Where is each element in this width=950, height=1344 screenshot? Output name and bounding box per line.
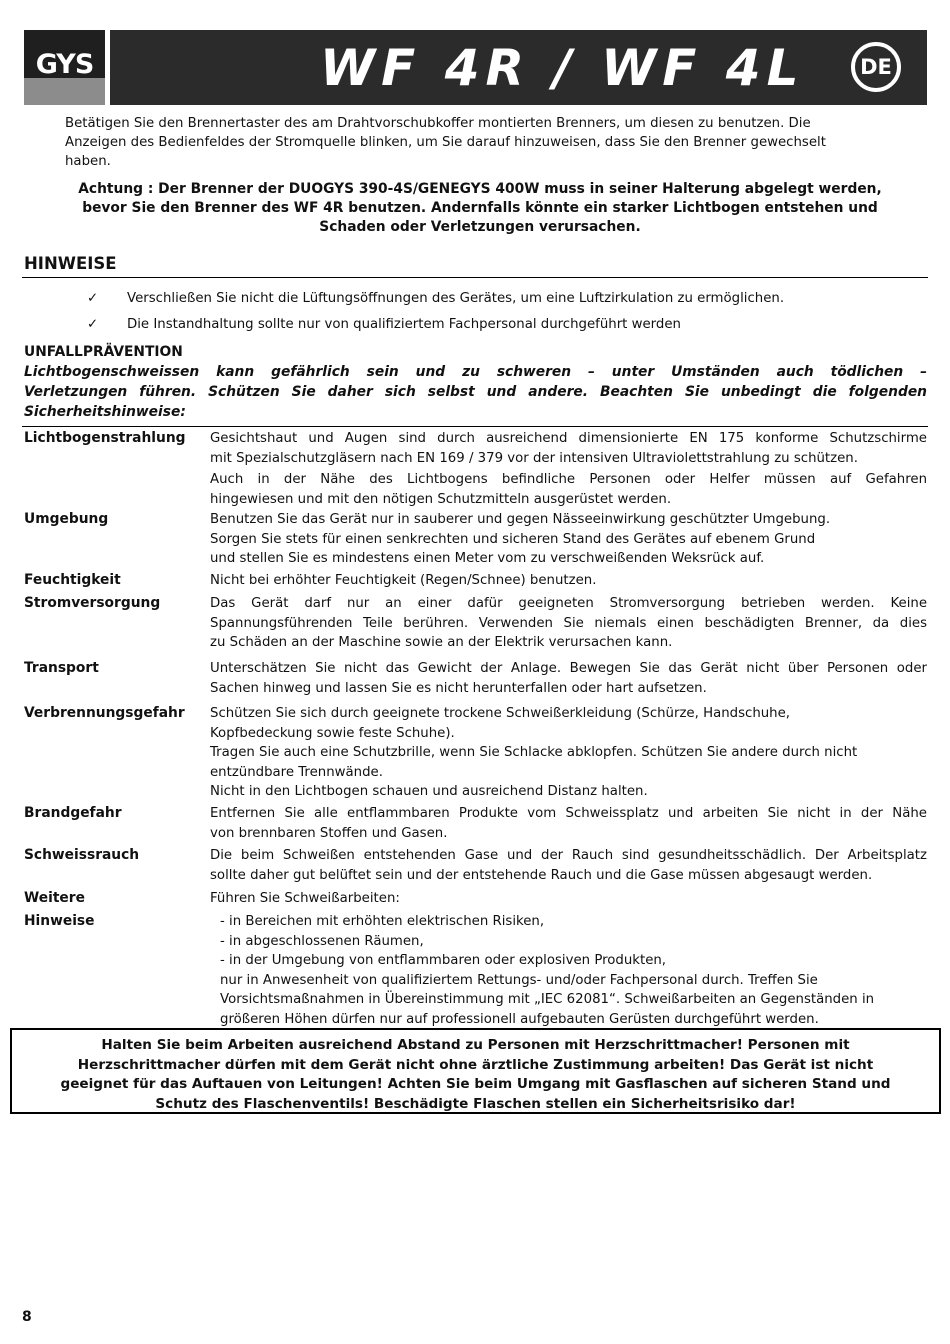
- intro-line: Betätigen Sie den Brennertaster des am Drahtvorschubkoffer montierten Brenners, um diesen zu benutzen. Die: [65, 116, 811, 131]
- section-heading-hinweise: HINWEISE: [24, 254, 117, 273]
- text-line: Auch in der Nähe des Lichtbogens befindliche Personen oder Helfer müssen auf Gefahren: [210, 472, 927, 487]
- row-label-stromversorgung: Stromversorgung: [24, 595, 161, 611]
- text-line: Sorgen Sie stets für einen senkrechten und sicheren Stand des Gerätes auf ebenem Grund: [210, 531, 816, 547]
- text-line: - in Bereichen mit erhöhten elektrischen Risiken,: [220, 914, 545, 929]
- text-line: Entfernen Sie alle entflammbaren Produkte vom Schweissplatz und arbeiten Sie nicht in der Nähe: [210, 806, 927, 821]
- warning-paragraph: [40, 180, 920, 237]
- warning-line: Halten Sie beim Arbeiten ausreichend Abstand zu Personen mit Herzschrittmacher! Personen mit: [101, 1037, 850, 1053]
- text-line: Sachen hinweg und lassen Sie es nicht herunterfallen oder hart aufsetzen.: [210, 680, 707, 696]
- text-line: Das Gerät darf nur an einer dafür geeigneten Stromversorgung betrieben werden. Keine: [210, 596, 927, 611]
- logo-gray-band: [24, 78, 105, 105]
- text-line: Nicht in den Lichtbogen schauen und ausreichend Distanz halten.: [210, 784, 648, 799]
- list-item-text: Die Instandhaltung sollte nur von qualifiziertem Fachpersonal durchgeführt werden: [127, 317, 681, 332]
- checkmark-icon: ✓: [87, 317, 99, 332]
- text-line: zu Schäden an der Maschine sowie an der Elektrik verursachen kann.: [210, 635, 673, 650]
- row-label-weitere: Weitere: [24, 890, 85, 906]
- divider: [22, 277, 928, 278]
- text-line: Kopfbedeckung sowie feste Schuhe).: [210, 725, 455, 741]
- row-text-weitere-list: [220, 912, 920, 1029]
- text-line: sollte daher gut belüftet sein und der entstehende Rauch und die Gase müssen abgesaugt werden.: [210, 867, 873, 883]
- list-item-text: Verschließen Sie nicht die Lüftungsöffnungen des Gerätes, um eine Luftzirkulation zu ermöglichen.: [127, 291, 785, 306]
- list-item: [0, 289, 950, 308]
- row-label-hinweise: Hinweise: [24, 913, 95, 929]
- text-line: und stellen Sie es mindestens einen Meter vom zu verschweißenden Weksrück auf.: [210, 551, 765, 566]
- row-label-verbrennungsgefahr: Verbrennungsgefahr: [24, 705, 185, 721]
- intro-line: Lichtbogenschweissen kann gefährlich sein und zu schweren – unter Umständen auch tödlichen –: [24, 364, 927, 380]
- text-line: Gesichtshaut und Augen sind durch ausreichend dimensionierte EN 175 konforme Schutzschirme: [210, 431, 927, 446]
- text-line: entzündbare Trennwände.: [210, 764, 383, 780]
- warning-box-text: [12, 1036, 939, 1114]
- text-line: Benutzen Sie das Gerät nur in sauberer und gegen Nässeeinwirkung geschützter Umgebung.: [210, 512, 831, 527]
- row-text-brandgefahr: [210, 804, 927, 843]
- text-line: Die beim Schweißen entstehenden Gase und der Rauch sind gesundheitsschädlich. Der Arbeitsplatz: [210, 848, 927, 863]
- checkmark-icon: ✓: [87, 291, 99, 306]
- logo-text: GYS: [35, 49, 94, 80]
- row-text-verbrennungsgefahr: [210, 704, 927, 802]
- intro-line: Anzeigen des Bedienfeldes der Stromquelle blinken, um Sie darauf hinzuweisen, dass Sie den Brenner gewechselt: [65, 135, 826, 150]
- text-line: Nicht bei erhöhter Feuchtigkeit (Regen/Schnee) benutzen.: [210, 573, 597, 588]
- text-line: - in abgeschlossenen Räumen,: [220, 933, 424, 949]
- text-line: mit Spezialschutzgläsern nach EN 169 / 379 vor der intensiven Ultraviolettstrahlung zu schützen.: [210, 450, 858, 466]
- row-label-transport: Transport: [24, 660, 99, 676]
- text-line: - in der Umgebung von entflammbaren oder explosiven Produkten,: [220, 953, 667, 968]
- text-line: hingewiesen und mit den nötigen Schutzmitteln ausgerüstet werden.: [210, 491, 672, 507]
- text-line: Schützen Sie sich durch geeignete trockene Schweißerkleidung (Schürze, Handschuhe,: [210, 706, 791, 721]
- row-text-transport: [210, 659, 927, 698]
- row-text-lichtbogenstrahlung: [210, 429, 927, 509]
- intro-line: haben.: [65, 154, 111, 169]
- row-text-stromversorgung: [210, 594, 927, 653]
- pacemaker-warning-box: [10, 1028, 941, 1114]
- divider: [22, 426, 928, 427]
- row-label-feuchtigkeit: Feuchtigkeit: [24, 572, 121, 588]
- text-line: von brennbaren Stoffen und Gasen.: [210, 825, 448, 841]
- document-title: WF 4R / WF 4L: [320, 39, 805, 97]
- text-line: Unterschätzen Sie nicht das Gewicht der Anlage. Bewegen Sie das Gerät nicht über Personen oder: [210, 661, 927, 676]
- row-label-lichtbogenstrahlung: Lichtbogenstrahlung: [24, 430, 186, 446]
- page-number: 8: [22, 1309, 32, 1325]
- intro-line: Verletzungen führen. Schützen Sie daher sich selbst und andere. Beachten Sie unbedingt die folgenden: [24, 384, 927, 400]
- row-label-umgebung: Umgebung: [24, 511, 109, 527]
- list-item: [0, 315, 950, 334]
- row-text-schweissrauch: [210, 846, 927, 885]
- brand-logo: [24, 30, 105, 105]
- title-bar: [110, 30, 927, 105]
- row-text-umgebung: [210, 510, 927, 569]
- warning-line: bevor Sie den Brenner des WF 4R benutzen. Andernfalls könnte ein starker Lichtbogen entstehen und: [82, 200, 878, 216]
- row-label-brandgefahr: Brandgefahr: [24, 805, 122, 821]
- text-line: Vorsichtsmaßnahmen in Übereinstimmung mit „IEC 62081“. Schweißarbeiten an Gegenständen in: [220, 992, 875, 1007]
- row-text-feuchtigkeit: [210, 571, 927, 591]
- warning-line: geeignet für das Auftauen von Leitungen! Achten Sie beim Umgang mit Gasflaschen auf sicheren Stand und: [60, 1076, 891, 1092]
- language-badge: DE: [851, 42, 901, 92]
- accident-prevention-intro: [24, 362, 927, 422]
- section-heading-unfallpraevention: UNFALLPRÄVENTION: [24, 344, 183, 360]
- text-line: Tragen Sie auch eine Schutzbrille, wenn Sie Schlacke abklopfen. Schützen Sie andere durch nicht: [210, 745, 858, 760]
- text-line: nur in Anwesenheit von qualifiziertem Rettungs- und/oder Fachpersonal durch. Treffen Sie: [220, 972, 818, 988]
- warning-line: Schutz des Flaschenventils! Beschädigte Flaschen stellen ein Sicherheitsrisiko dar!: [155, 1095, 796, 1112]
- intro-paragraph: [65, 114, 885, 171]
- text-line: Spannungsführenden Teile berühren. Verwenden Sie niemals einen beschädigten Brenner, da dies: [210, 615, 927, 631]
- row-label-schweissrauch: Schweissrauch: [24, 847, 140, 863]
- intro-line: Sicherheitshinweise:: [24, 404, 186, 420]
- row-text-weitere-intro: [210, 889, 927, 909]
- warning-line: Schaden oder Verletzungen verursachen.: [319, 219, 641, 235]
- warning-line: Herzschrittmacher dürfen mit dem Gerät nicht ohne ärztliche Zustimmung arbeiten! Das Gerät ist nicht: [77, 1056, 874, 1073]
- text-line: Führen Sie Schweißarbeiten:: [210, 891, 400, 906]
- warning-line: Achtung : Der Brenner der DUOGYS 390-4S/GENEGYS 400W muss in seiner Halterung abgelegt werden,: [78, 181, 882, 197]
- text-line: größeren Höhen dürfen nur auf professionell aufgebauten Gerüsten durchgeführt werden.: [220, 1011, 819, 1027]
